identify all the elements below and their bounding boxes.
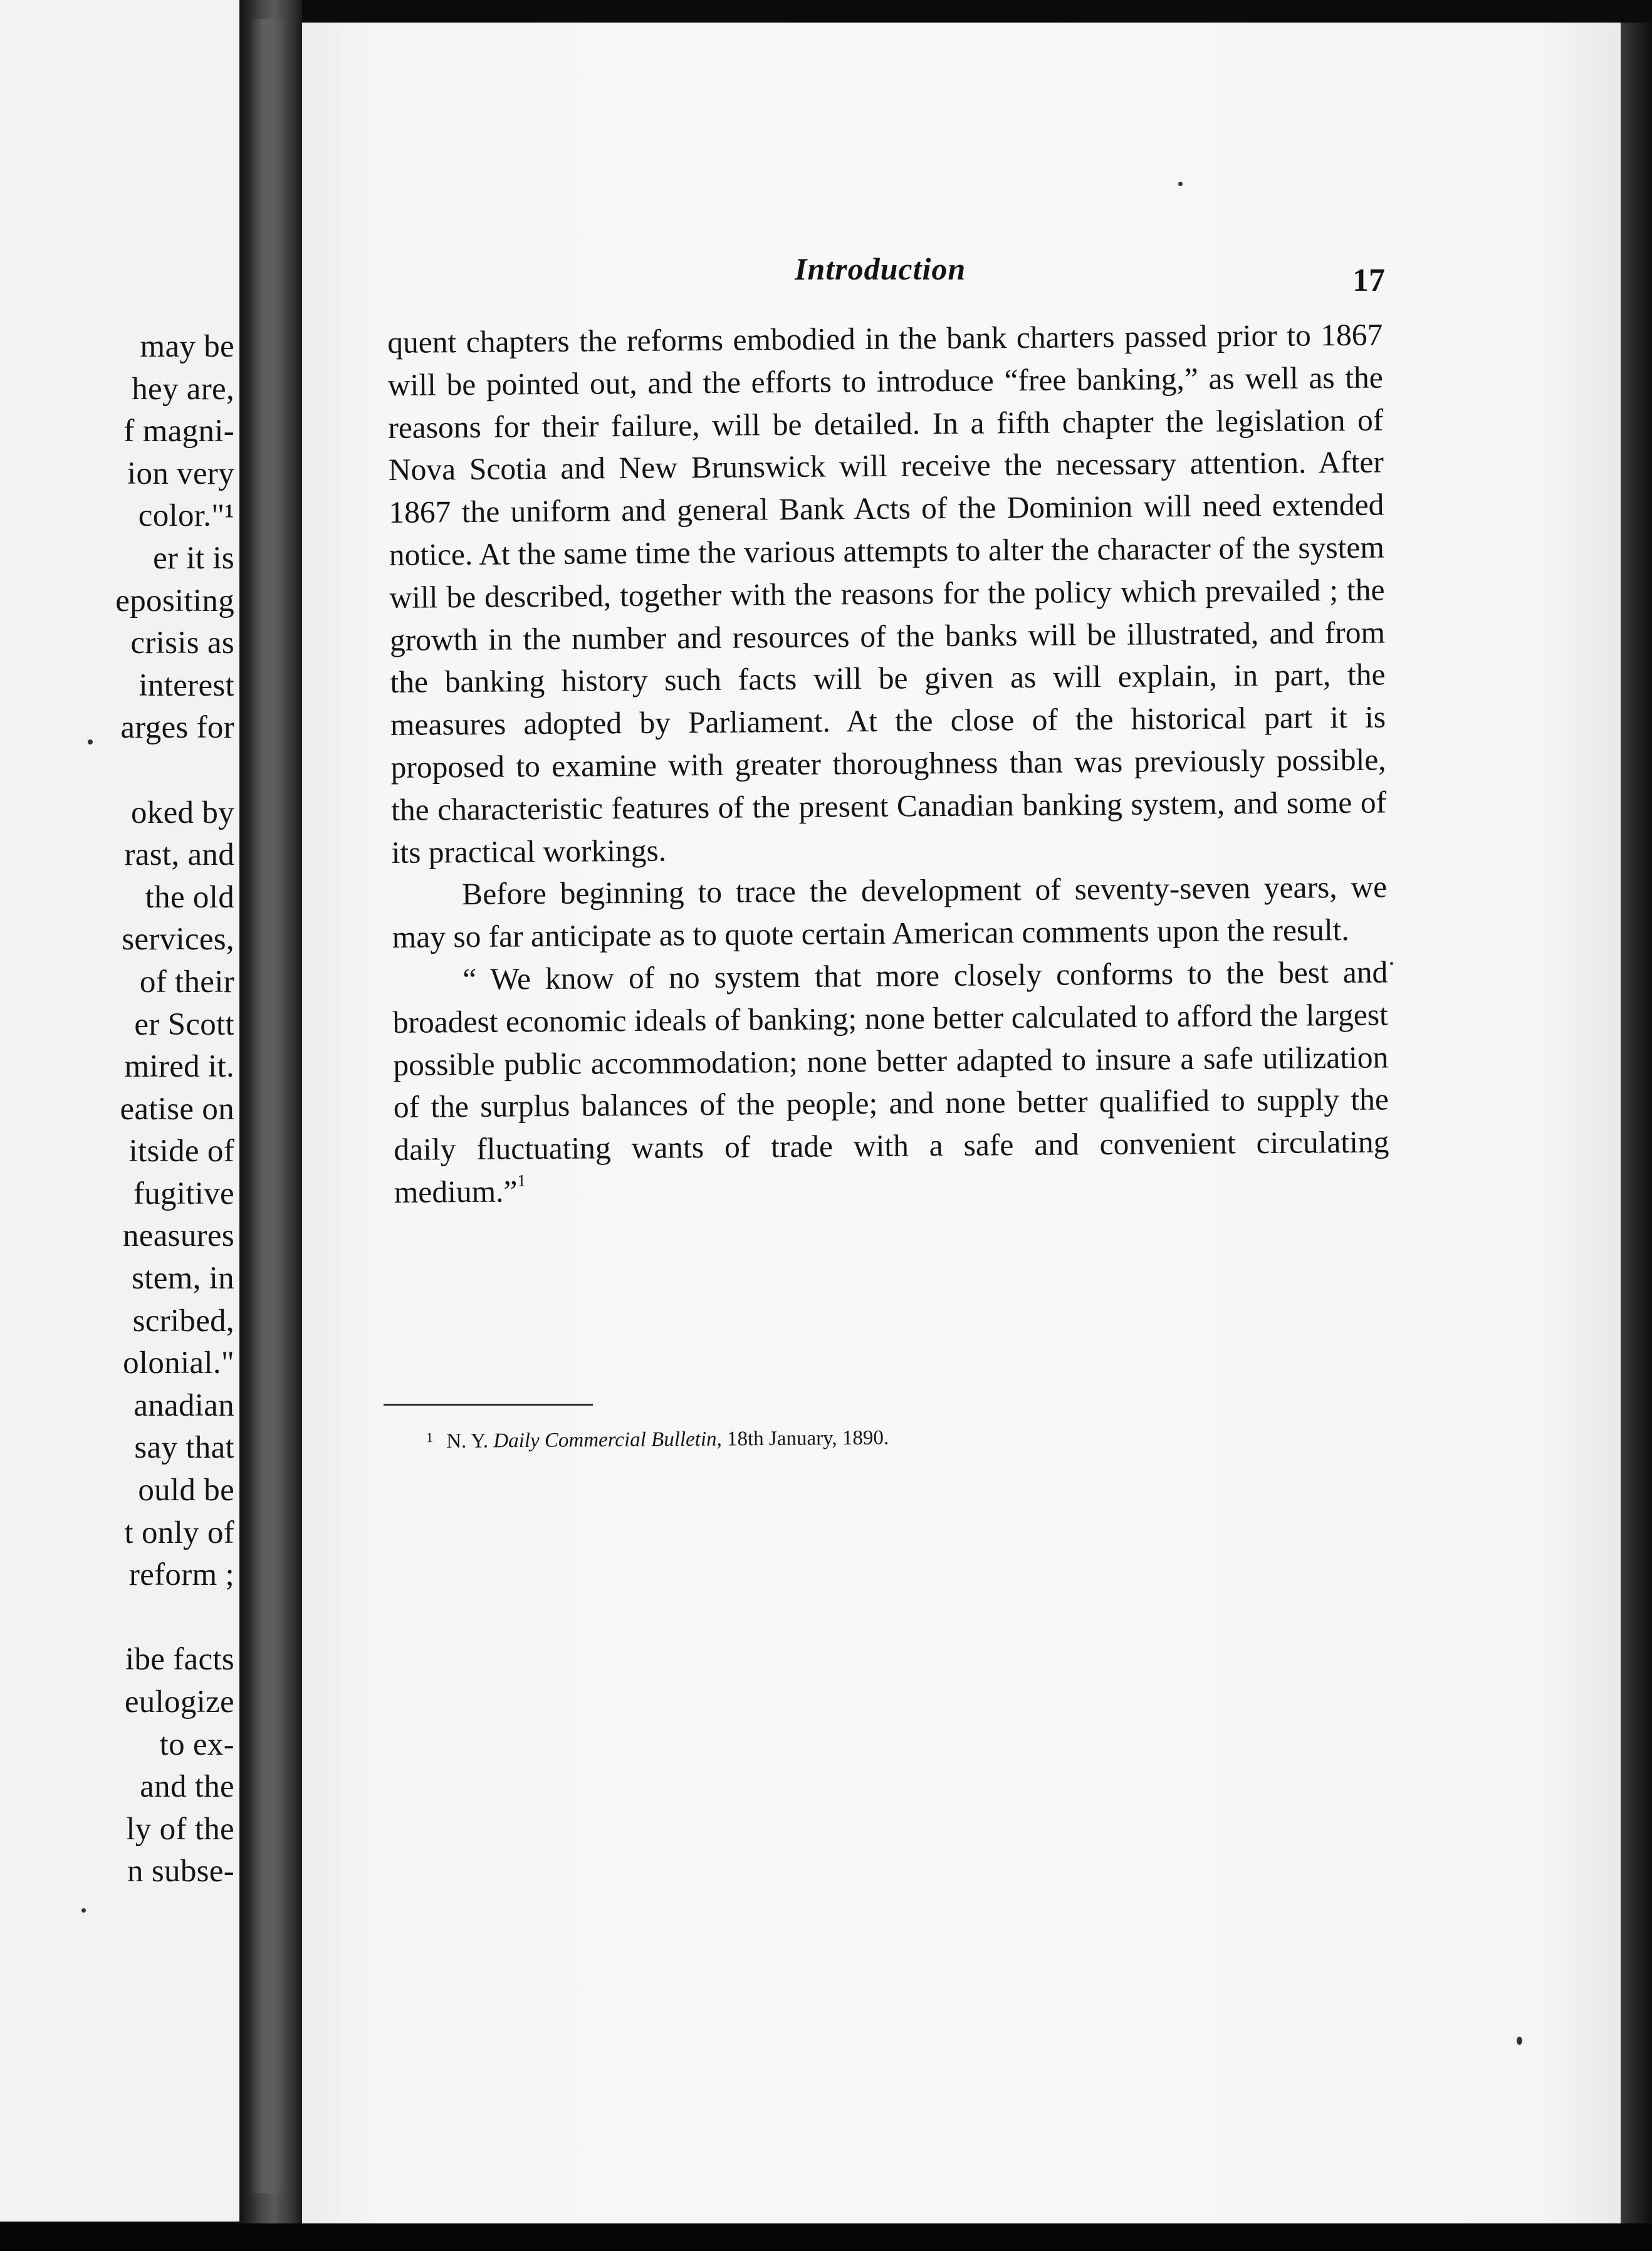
previous-page-line: say that (134, 1430, 234, 1466)
dust-speck (1517, 2037, 1522, 2045)
paragraph-3-quotation (392, 951, 1389, 1213)
footnote-marker: 1 (426, 1429, 434, 1446)
previous-page-line: reform ; (128, 1557, 234, 1593)
footnote-rule (384, 1404, 593, 1406)
previous-page-line: ly of the (126, 1811, 234, 1847)
previous-page-line: neasures (123, 1218, 234, 1254)
previous-page-text (115, 326, 234, 1893)
previous-page-line: f magni- (123, 414, 234, 449)
footnote-reference: 1 (517, 1171, 526, 1190)
footnote-date: 18th January, 1890. (721, 1426, 889, 1451)
previous-page-line: eulogize (124, 1684, 234, 1720)
previous-page-line: olonial." (123, 1345, 234, 1381)
previous-page-line: oked by (131, 795, 234, 830)
footnote-prefix: N. Y. (446, 1429, 494, 1453)
dust-speck (1178, 182, 1183, 186)
previous-page-line: rast, and (124, 837, 234, 873)
dust-speck (1390, 962, 1393, 965)
previous-page-line: stem, in (132, 1261, 234, 1297)
previous-page-line: crisis as (130, 625, 234, 661)
previous-page-line: scribed, (132, 1303, 234, 1339)
scan-bottom-border (0, 2223, 1652, 2251)
previous-page-line: er it is (153, 540, 234, 576)
body-text (387, 314, 1389, 1214)
previous-page-line: interest (139, 667, 234, 703)
previous-page-line: to ex- (159, 1726, 234, 1762)
previous-page-line: t only of (124, 1515, 234, 1550)
footnote (426, 1424, 889, 1455)
previous-page-line: services, (122, 922, 234, 958)
previous-page-line: arges for (120, 710, 234, 746)
paragraph-2: Before beginning to trace the development of seventy-seven years, we may so far anticipate as to quote certain American comments upon the result. (392, 869, 1388, 955)
previous-page-line: anadian (133, 1387, 234, 1423)
running-head: Introduction (795, 251, 966, 286)
previous-page-line: mired it. (124, 1049, 234, 1085)
previous-page-line: itside of (128, 1134, 234, 1169)
previous-page-paragraph-gap (115, 1597, 234, 1639)
paragraph-1: quent chapters the reforms embodied in the bank charters passed prior to 1867 will be pointed out, and the efforts to introduce “free banking,” as well as the reasons for their failure, will be detailed. In a fifth chapter the legislation of Nova Scotia and New Brunswick will receive the necessary attention. After 1867 the uniform and general Bank Acts of the Dominion will need extended notice. At the same time the various attempts to alter the character of the system will be described, together with the reasons for the policy which prevailed ; the growth in the number and resources of the banks will be illustrated, and from the banking history such facts will be given as will explain, in part, the measures adopted by Parliament. At the close of the historical part it is proposed to examine with greater thoroughness than was previously possible, the characteristic features of the present Canadian banking system, and some of its practical workings. (387, 317, 1387, 870)
previous-page-line: epositing (115, 583, 234, 619)
gutter-highlight (249, 19, 287, 2193)
previous-page-fragment (0, 0, 239, 2222)
previous-page-line: may be (140, 329, 234, 364)
dust-speck (88, 739, 93, 744)
previous-page-line: ibe facts (125, 1642, 234, 1678)
footnote-source-title: Daily Commercial Bulletin, (493, 1428, 722, 1453)
quotation-text: “ We know of no system that more closely conforms to the best and broadest economic ideals of banking; none better calculated to afford the largest possible public accommodation; none better adapted to insure a safe utilization of the surplus balances of the people; and none better qualified to supply the daily fluctuating wants of trade with a safe and convenient circulating medium.” (392, 954, 1389, 1209)
dust-speck (81, 1908, 86, 1913)
page-number: 17 (1352, 263, 1385, 298)
previous-page-paragraph-gap (115, 749, 234, 792)
previous-page-line: of their (139, 964, 234, 1000)
previous-page-line: er Scott (134, 1006, 234, 1042)
previous-page-line: ould be (138, 1473, 234, 1508)
previous-page-line: eatise on (120, 1091, 234, 1127)
previous-page-line: color."¹ (138, 498, 234, 534)
page-edge-shadow (1621, 23, 1652, 2223)
previous-page-line: n subse- (127, 1854, 234, 1889)
previous-page-line: hey are, (132, 371, 234, 407)
previous-page-line: the old (145, 879, 234, 915)
previous-page-line: fugitive (133, 1176, 234, 1211)
previous-page-line: ion very (127, 456, 234, 491)
previous-page-line: and the (140, 1769, 234, 1805)
